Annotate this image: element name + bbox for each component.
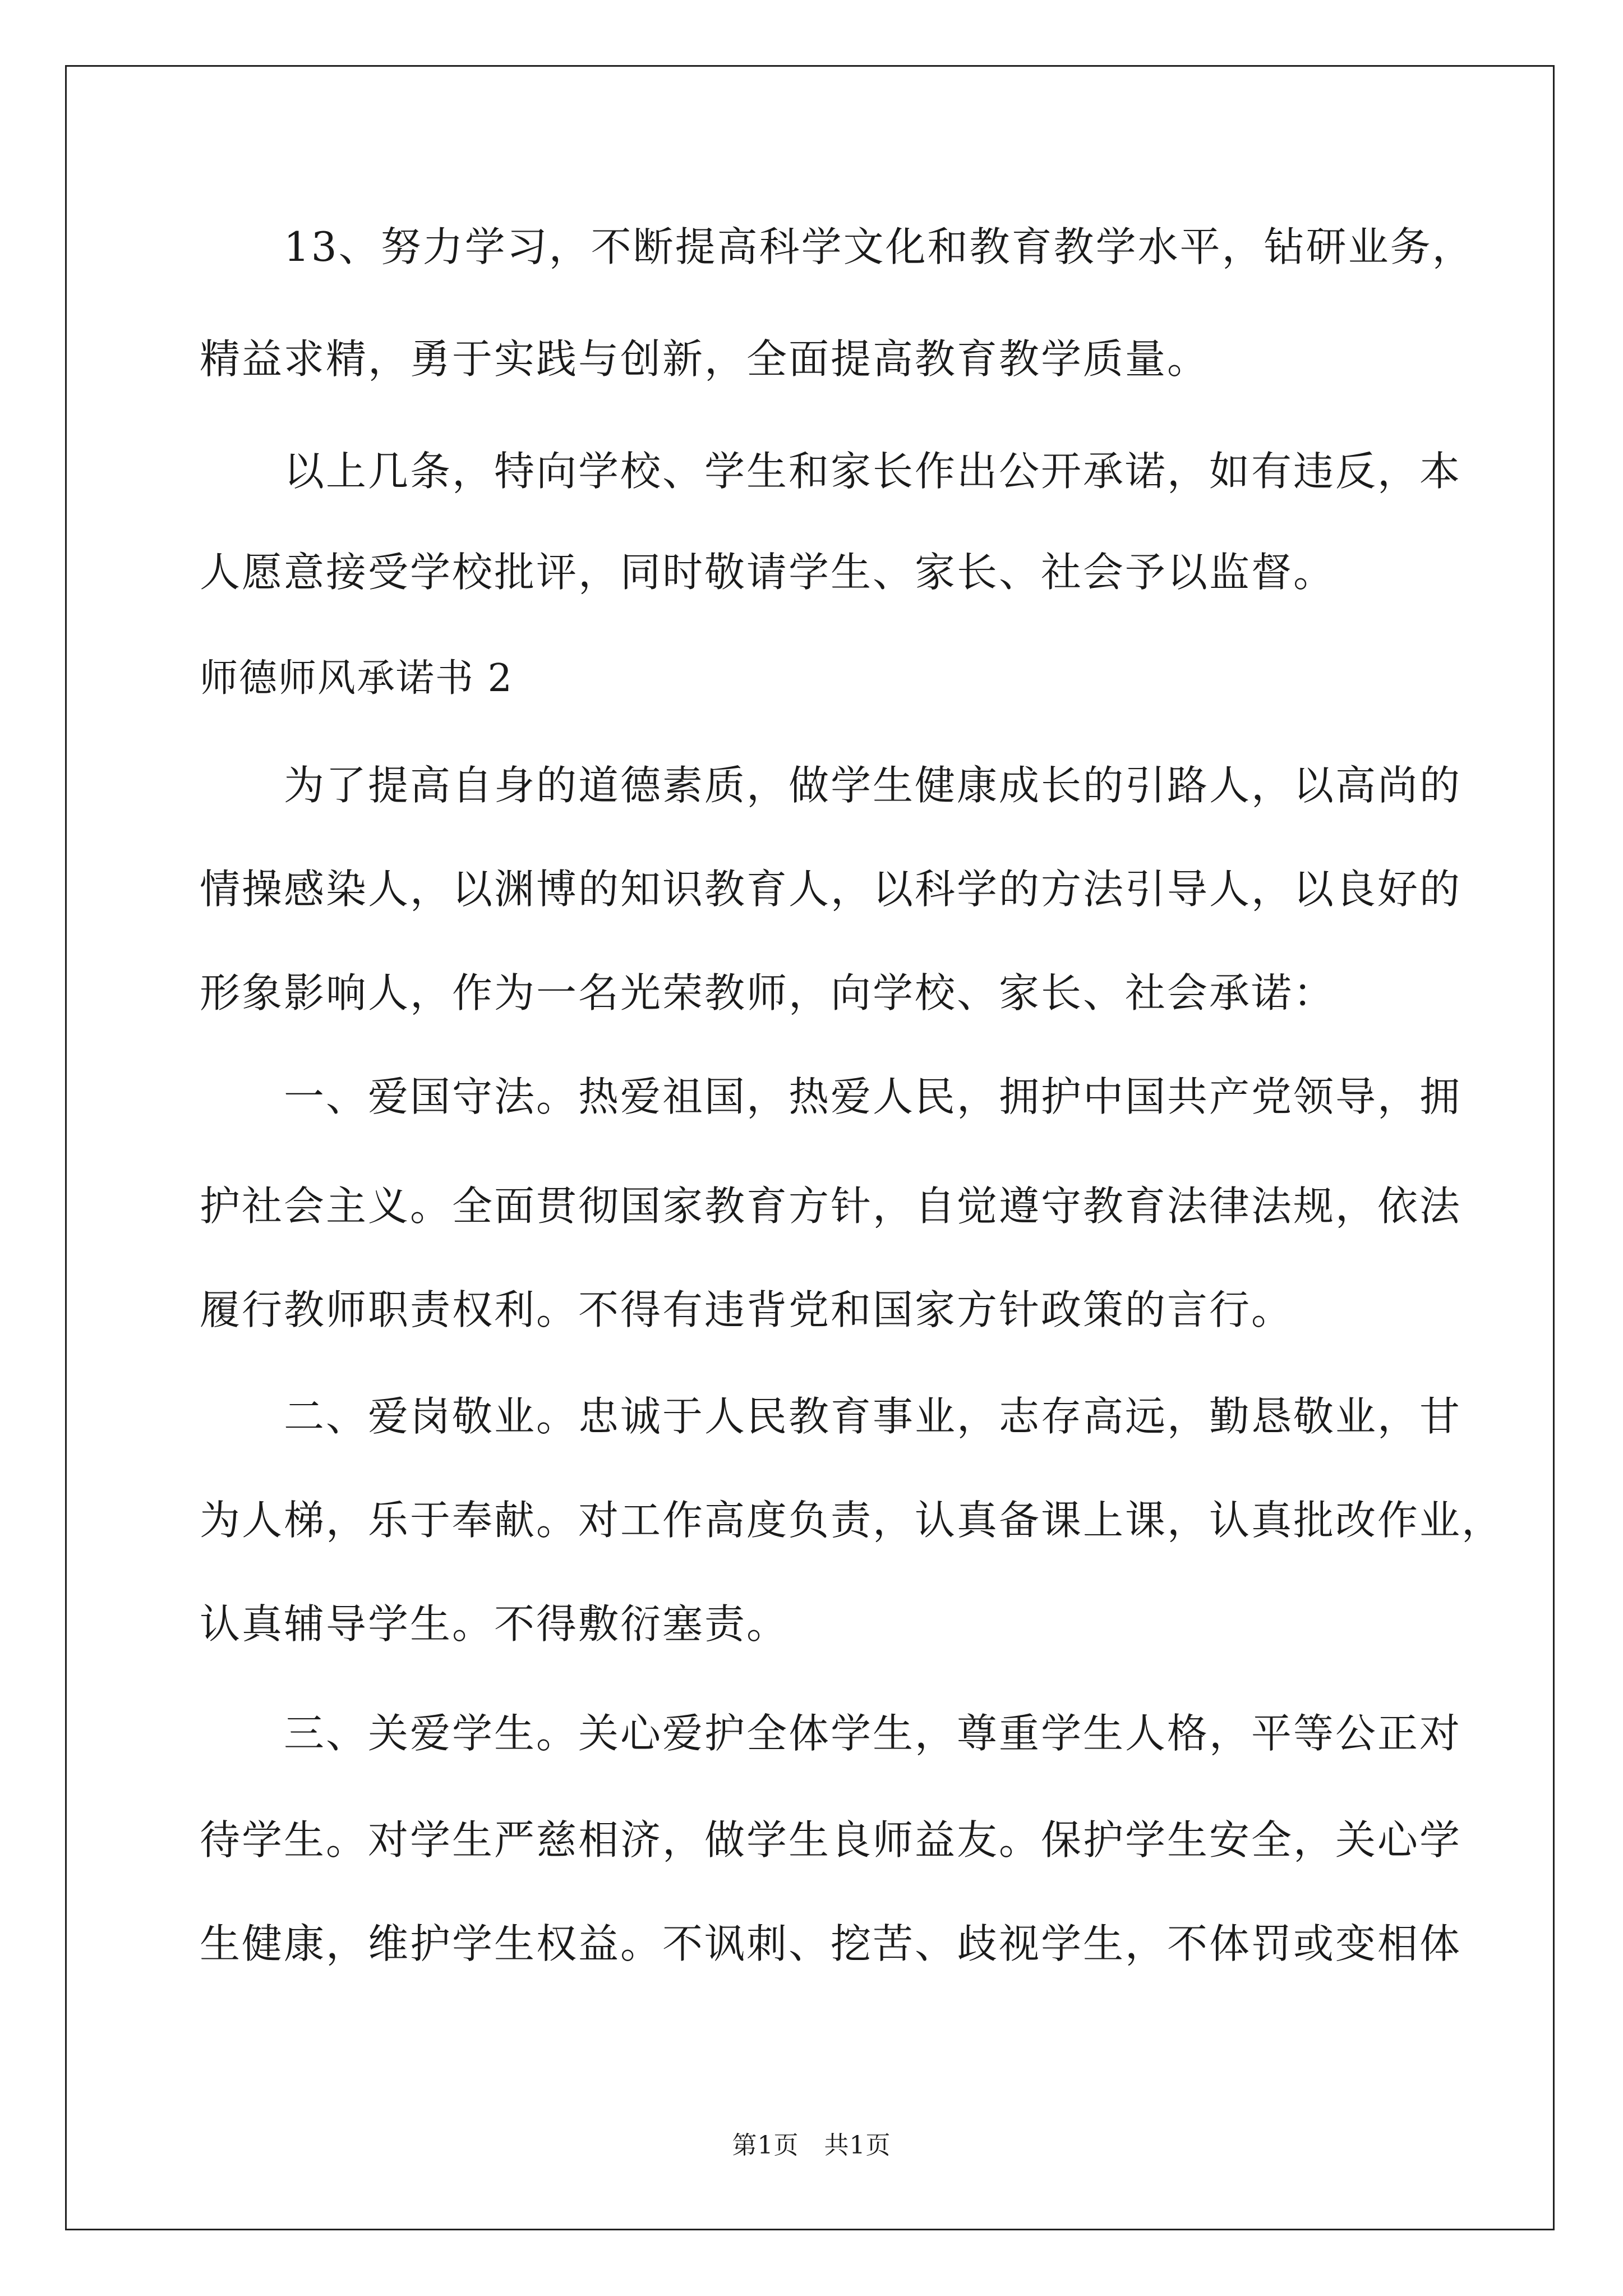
- paragraph-line: 履行教师职责权利。不得有违背党和国家方针政策的言行。: [200, 1286, 1294, 1333]
- page-number-footer: 第1页 共1页: [732, 2131, 891, 2160]
- paragraph-line: 待学生。对学生严慈相济，做学生良师益友。保护学生安全，关心学: [200, 1816, 1462, 1864]
- paragraph-line: 精益求精，勇于实践与创新，全面提高教育教学质量。: [200, 335, 1210, 383]
- paragraph-line: 形象影响人，作为一名光荣教师，向学校、家长、社会承诺：: [200, 969, 1336, 1016]
- paragraph-line: 二、爱岗敬业。忠诚于人民教育事业，志存高远，勤恳敬业，甘: [200, 1393, 1462, 1440]
- paragraph-line: 认真辅导学生。不得敷衍塞责。: [200, 1600, 789, 1648]
- paragraph-line: 13、努力学习，不断提高科学文化和教育教学水平，钻研业务，: [200, 223, 1474, 270]
- paragraph-line: 护社会主义。全面贯彻国家教育方针，自觉遵守教育法律法规，依法: [200, 1182, 1462, 1230]
- page-border: [65, 65, 1555, 2230]
- paragraph-line: 为了提高自身的道德素质，做学生健康成长的引路人，以高尚的: [200, 762, 1462, 809]
- paragraph-line: 为人梯，乐于奉献。对工作高度负责，认真备课上课，认真批改作业，: [200, 1497, 1504, 1544]
- paragraph-line: 以上几条，特向学校、学生和家长作出公开承诺，如有违反，本: [200, 448, 1462, 495]
- paragraph-line: 生健康，维护学生权益。不讽刺、挖苦、歧视学生，不体罚或变相体: [200, 1920, 1462, 1967]
- paragraph-line: 三、关爱学生。关心爱护全体学生，尊重学生人格，平等公正对: [200, 1710, 1462, 1757]
- paragraph-line: 情操感染人，以渊博的知识教育人，以科学的方法引导人，以良好的: [200, 866, 1462, 913]
- section-heading: 师德师风承诺书 2: [200, 656, 513, 701]
- paragraph-line: 人愿意接受学校批评，同时敬请学生、家长、社会予以监督。: [200, 549, 1336, 596]
- paragraph-line: 一、爱国守法。热爱祖国，热爱人民，拥护中国共产党领导，拥: [200, 1073, 1462, 1120]
